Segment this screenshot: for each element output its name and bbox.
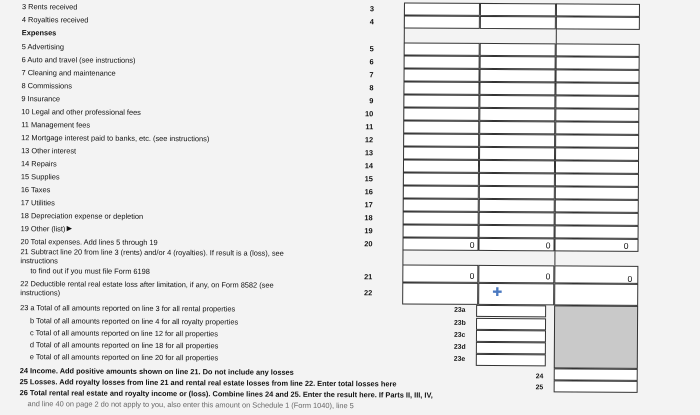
line-22-b[interactable] [478, 283, 554, 305]
line-number: 6 [369, 57, 374, 67]
amount-input[interactable] [479, 173, 555, 186]
line-label: 14 Repairs [20, 159, 57, 169]
line-label: 6 Auto and travel (see instructions) [21, 55, 136, 65]
line-label: 8 Commissions [21, 81, 73, 91]
line-21-value-a: 0 [469, 270, 475, 281]
line-25-input[interactable] [554, 380, 638, 393]
amount-input[interactable] [403, 94, 479, 107]
line-23-input[interactable] [476, 305, 546, 317]
line-number: 16 [364, 187, 373, 197]
line-number: 17 [364, 200, 373, 210]
amount-input[interactable] [556, 43, 640, 57]
line-label: 3 Rents received [21, 2, 78, 12]
amount-input[interactable] [555, 186, 639, 200]
amount-input[interactable] [480, 3, 556, 16]
line-23-input[interactable] [476, 330, 546, 342]
amount-input[interactable] [479, 121, 555, 134]
amount-input[interactable] [479, 95, 555, 108]
amount-input[interactable] [403, 172, 479, 185]
line-label: 17 Utilities [20, 198, 55, 208]
amount-input[interactable] [555, 134, 639, 148]
line-22-a[interactable] [402, 282, 478, 304]
line-label: 9 Insurance [21, 94, 61, 104]
line-number: 11 [365, 122, 374, 132]
line-label: 15 Supplies [20, 172, 60, 182]
line-label: 10 Legal and other professional fees [21, 107, 141, 117]
line-24-num: 24 [535, 373, 544, 381]
line-number: 9 [369, 96, 374, 106]
amount-input[interactable] [479, 108, 555, 121]
line-21-value-b: 0 [545, 271, 551, 282]
line-20-value: 0 [623, 240, 629, 251]
amount-input[interactable] [479, 82, 555, 95]
amount-input[interactable] [480, 56, 556, 69]
amount-input[interactable] [480, 69, 556, 82]
line-23-label: b Total of all amounts reported on line 4 for all royalty properties [30, 316, 239, 327]
amount-input[interactable] [403, 81, 479, 94]
amount-input[interactable] [555, 108, 639, 122]
amount-input[interactable] [555, 173, 639, 187]
add-icon[interactable]: ✚ [492, 285, 503, 300]
line-label: 11 Management fees [21, 120, 91, 130]
amount-input[interactable] [403, 107, 479, 120]
line-21-label: 21 Subtract line 20 from line 3 (rents) and/or 4 (royalties). If result is a (loss), see instructions [20, 247, 284, 266]
amount-input[interactable] [403, 211, 479, 224]
amount-input[interactable] [403, 120, 479, 133]
line-label: 4 Royalties received [21, 15, 89, 25]
amount-input[interactable] [555, 95, 639, 109]
line-number: 13 [364, 148, 374, 158]
line-label: 16 Taxes [20, 185, 51, 195]
line-23-num: 23b [454, 319, 466, 327]
line-26-label: 26 Total rental real estate and royalty income or (loss). Combine lines 24 and 25. Enter the result here. If Parts II, III, IV, [19, 388, 433, 400]
line-24-input[interactable] [554, 368, 638, 381]
amount-input[interactable] [479, 199, 555, 212]
line-label: 18 Depreciation expense or depletion [20, 211, 144, 221]
amount-input[interactable] [555, 225, 639, 239]
line-23-input[interactable] [476, 318, 546, 330]
line-number: 3 [369, 4, 374, 14]
line-23-input[interactable] [476, 342, 546, 354]
line-22-c[interactable] [554, 283, 638, 306]
line-number: 20 [364, 239, 373, 249]
amount-input[interactable] [555, 121, 639, 135]
line-number: 8 [369, 83, 374, 93]
line-23-num: 23d [453, 343, 466, 351]
amount-input[interactable] [555, 82, 639, 96]
amount-input[interactable] [403, 185, 479, 198]
line-number: 5 [369, 44, 374, 54]
amount-input[interactable] [404, 42, 480, 55]
line-25-label: 25 Losses. Add royalty losses from line 21 and rental real estate losses from line 22. Enter total losses here [19, 377, 397, 389]
line-23-num: 23c [453, 331, 466, 339]
line-25-num: 25 [535, 384, 544, 392]
line-20-value: 0 [469, 239, 475, 250]
amount-input[interactable] [480, 43, 556, 56]
line-20-value: 0 [545, 240, 551, 251]
amount-input[interactable] [555, 160, 639, 174]
amount-input[interactable] [403, 224, 479, 237]
line-label: 12 Mortgage interest paid to banks, etc. (see instructions) [21, 133, 210, 144]
line-label: 19 Other (list) [20, 224, 66, 234]
line-number: 14 [364, 161, 374, 171]
amount-input[interactable] [479, 225, 555, 238]
amount-input[interactable] [555, 212, 639, 226]
amount-input[interactable] [556, 3, 640, 17]
amount-input[interactable] [479, 212, 555, 225]
amount-input[interactable] [555, 147, 639, 161]
line-24-label: 24 Income. Add positive amounts shown on line 21. Do not include any losses [19, 366, 294, 377]
amount-input[interactable] [479, 147, 555, 160]
line-23-label: c Total of all amounts reported on line 12 for all properties [29, 328, 219, 339]
amount-input[interactable] [403, 159, 479, 172]
amount-input[interactable] [404, 55, 480, 68]
line-23-input[interactable] [476, 354, 546, 366]
line-21-label-2: to find out if you must file Form 6198 [30, 266, 150, 276]
arrow-right-icon: ▶ [66, 225, 73, 233]
line-23-label: d Total of all amounts reported on line 18 for all properties [29, 340, 219, 351]
line-label: 7 Cleaning and maintenance [21, 68, 116, 78]
line-26-label-2: and line 40 on page 2 do not apply to you, also enter this amount on Schedule 1 (Form 1040), line 5 [27, 399, 354, 411]
line-23-label: e Total of all amounts reported on line 20 for all properties [29, 352, 219, 363]
amount-input[interactable] [555, 199, 639, 213]
line-number: 18 [364, 213, 373, 223]
amount-input[interactable] [556, 16, 640, 30]
shaded-area [554, 305, 638, 369]
line-number: 15 [364, 174, 373, 184]
line-number: 10 [365, 109, 374, 119]
amount-input[interactable] [480, 16, 556, 29]
amount-input[interactable] [479, 134, 555, 147]
line-label: 5 Advertising [21, 42, 65, 52]
line-label: 13 Other interest [21, 146, 77, 156]
amount-input[interactable] [404, 68, 480, 81]
line-23-label: 23 a Total of all amounts reported on line 3 for all rental properties [20, 303, 236, 314]
line-22-label: 22 Deductible rental real estate loss after limitation, if any, on Form 8582 (see instructions) [20, 279, 274, 298]
line-number: 7 [369, 70, 374, 80]
amount-input[interactable] [556, 56, 640, 70]
line-23-num: 23a [454, 306, 466, 314]
line-21-num: 21 [364, 272, 373, 282]
line-number: 12 [364, 135, 374, 145]
line-number: 4 [369, 17, 374, 27]
amount-input[interactable] [556, 69, 640, 83]
amount-input[interactable] [404, 2, 480, 15]
amount-input[interactable] [479, 186, 555, 199]
line-21-value-c: 0 [627, 273, 633, 284]
amount-input[interactable] [403, 198, 479, 211]
amount-input[interactable] [403, 146, 479, 159]
amount-input[interactable] [404, 15, 480, 28]
line-number: 19 [364, 226, 373, 236]
line-label: Expenses [21, 28, 57, 38]
line-23-num: 23e [453, 355, 466, 363]
amount-input[interactable] [479, 160, 555, 173]
line-label: 20 Total expenses. Add lines 5 through 19 [20, 237, 158, 247]
line-22-num: 22 [363, 288, 373, 298]
amount-input[interactable] [403, 133, 479, 146]
